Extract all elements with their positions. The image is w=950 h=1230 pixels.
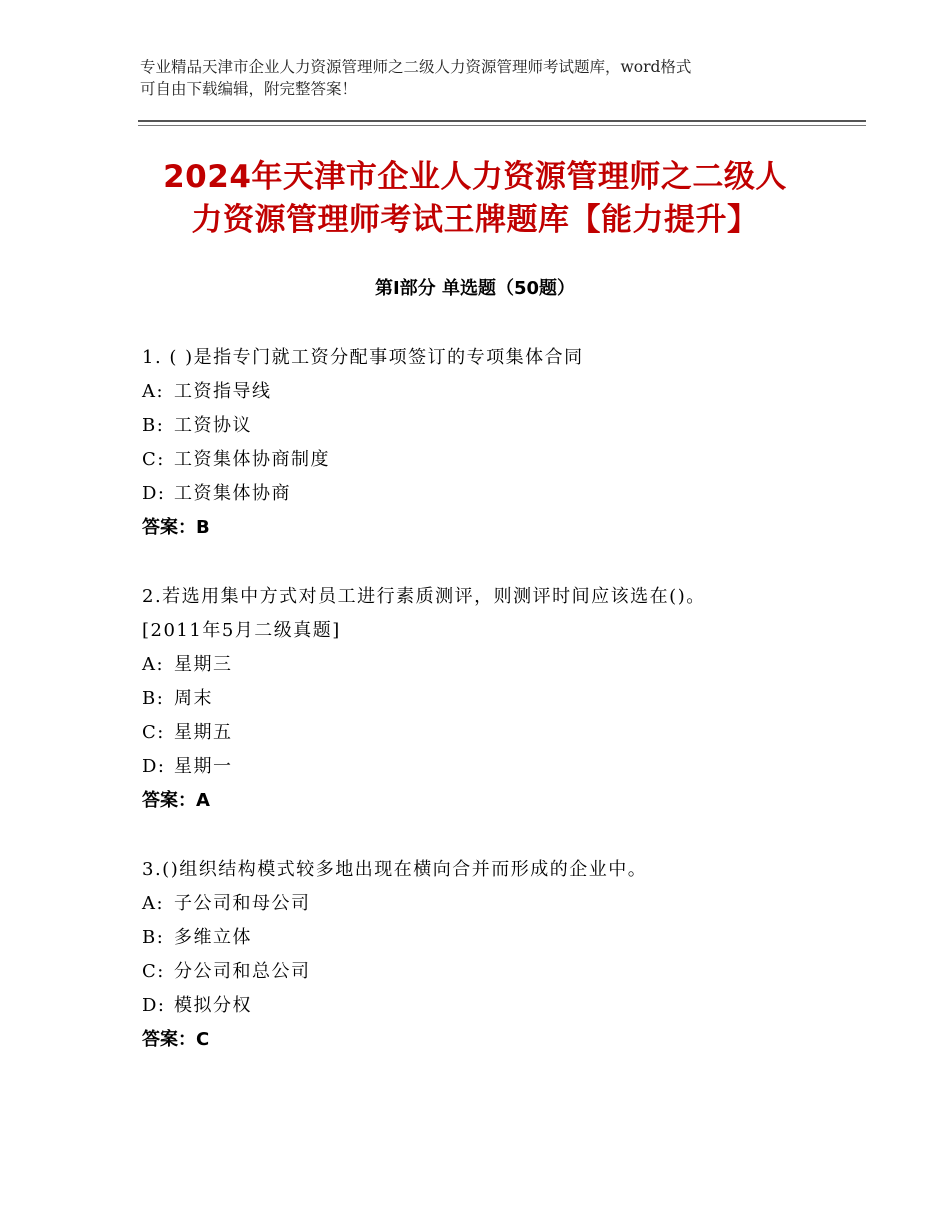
header-note-line: 可自由下载编辑，附完整答案！ <box>140 80 358 98</box>
option-key: C: <box>142 449 165 470</box>
option-key: B: <box>142 415 165 436</box>
option-text: 工资指导线 <box>174 381 272 402</box>
question-stem: 3.()组织结构模式较多地出现在横向合并而形成的企业中。 <box>142 859 648 880</box>
option-text: 周末 <box>174 688 213 709</box>
question-1 <box>142 341 822 545</box>
document-title-line: 2024年天津市企业人力资源管理师之二级人 <box>163 159 787 195</box>
document-title-line: 力资源管理师考试王牌题库【能力提升】 <box>191 202 759 238</box>
question-stem-source: [2011年5月二级真题] <box>142 620 341 641</box>
option-key: A: <box>142 654 165 675</box>
option-key: D: <box>142 483 166 504</box>
question-stem: 1. ( )是指专门就工资分配事项签订的专项集体合同 <box>142 347 584 368</box>
option-c <box>142 443 822 477</box>
question-3 <box>142 853 822 1057</box>
option-d <box>142 477 822 511</box>
option-text: 子公司和母公司 <box>174 893 311 914</box>
option-text: 星期一 <box>174 756 233 777</box>
option-b <box>142 921 822 955</box>
option-text: 模拟分权 <box>174 995 252 1016</box>
option-c <box>142 716 822 750</box>
option-text: 多维立体 <box>174 927 252 948</box>
option-a <box>142 887 822 921</box>
header-divider-thin <box>138 125 866 126</box>
option-a <box>142 375 822 409</box>
section-heading: 第Ⅰ部分 单选题（50题） <box>374 278 575 299</box>
option-key: C: <box>142 961 165 982</box>
option-text: 星期三 <box>174 654 233 675</box>
option-a <box>142 648 822 682</box>
option-c <box>142 955 822 989</box>
answer: 答案：B <box>142 517 210 538</box>
question-stem: 2.若选用集中方式对员工进行素质测评，则测评时间应该选在()。 <box>142 586 706 607</box>
option-key: A: <box>142 893 165 914</box>
option-text: 分公司和总公司 <box>174 961 311 982</box>
header-note <box>140 56 820 100</box>
answer: 答案：C <box>142 1029 210 1050</box>
option-key: A: <box>142 381 165 402</box>
document-title <box>120 156 830 242</box>
option-text: 工资协议 <box>174 415 252 436</box>
header-note-line: 专业精品天津市企业人力资源管理师之二级人力资源管理师考试题库，word格式 <box>140 58 692 76</box>
option-d <box>142 750 822 784</box>
option-b <box>142 409 822 443</box>
option-text: 工资集体协商 <box>174 483 291 504</box>
option-b <box>142 682 822 716</box>
option-key: D: <box>142 995 166 1016</box>
question-2 <box>142 580 822 818</box>
option-key: B: <box>142 927 165 948</box>
option-key: C: <box>142 722 165 743</box>
option-key: B: <box>142 688 165 709</box>
option-text: 工资集体协商制度 <box>174 449 330 470</box>
option-key: D: <box>142 756 166 777</box>
header-divider <box>138 120 866 122</box>
option-d <box>142 989 822 1023</box>
option-text: 星期五 <box>174 722 233 743</box>
answer: 答案：A <box>142 790 210 811</box>
